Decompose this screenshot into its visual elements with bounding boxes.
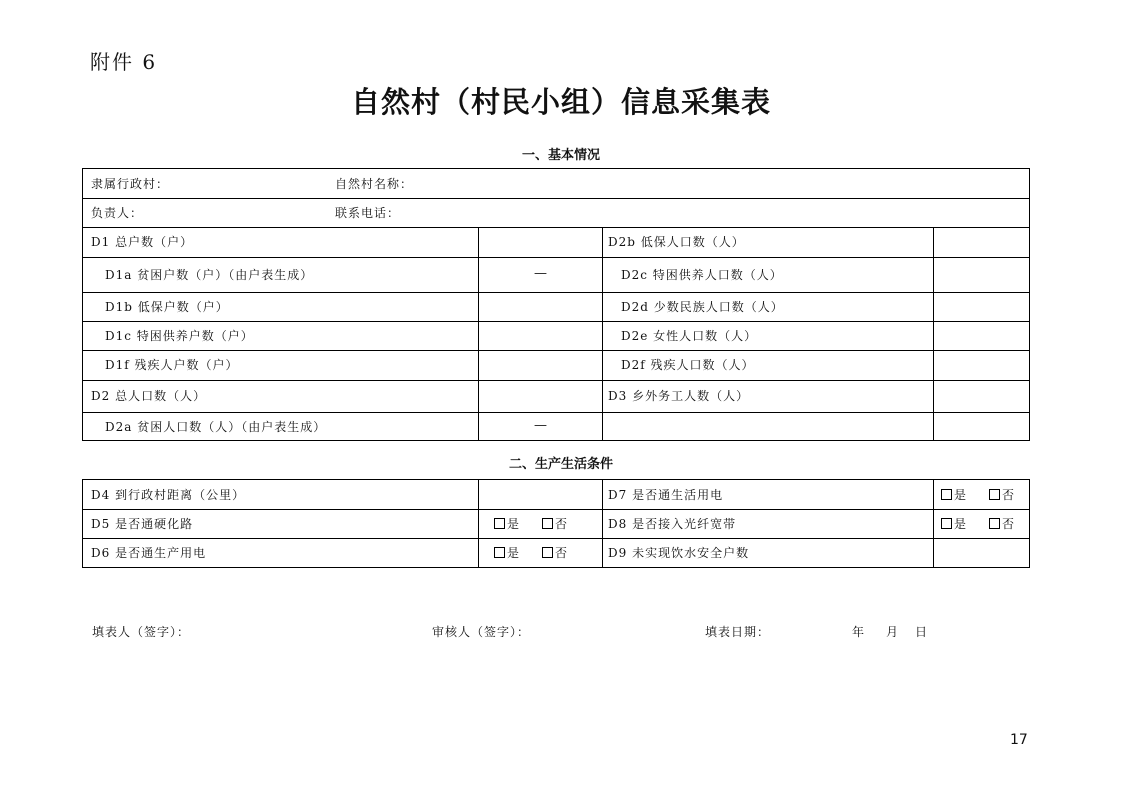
d5-no-option[interactable] bbox=[542, 517, 568, 531]
d7-yes-option[interactable] bbox=[941, 488, 967, 502]
conditions-table bbox=[82, 479, 1030, 568]
d2f-label: D2f 残疾人口数（人） bbox=[621, 358, 755, 372]
d6-label: D6 是否通生产用电 bbox=[91, 546, 207, 560]
yes-label: 是 bbox=[507, 517, 521, 531]
no-label: 否 bbox=[555, 546, 569, 560]
checkbox-icon[interactable] bbox=[494, 547, 505, 558]
d8-yes-option[interactable] bbox=[941, 517, 967, 531]
month-label: 月 bbox=[886, 625, 900, 639]
d7-no-option[interactable] bbox=[989, 488, 1015, 502]
no-label: 否 bbox=[1002, 488, 1016, 502]
basic-info-table bbox=[82, 168, 1030, 441]
d8-options bbox=[941, 517, 1015, 531]
d2c-label: D2c 特困供养人口数（人） bbox=[621, 268, 783, 282]
d2d-label: D2d 少数民族人口数（人） bbox=[621, 300, 784, 314]
d6-no-option[interactable] bbox=[542, 546, 568, 560]
reviewer-signature-label: 审核人（签字）： bbox=[432, 625, 531, 639]
village-name-label: 自然村名称： bbox=[335, 177, 414, 191]
d9-label: D9 未实现饮水安全户数 bbox=[608, 546, 750, 560]
no-label: 否 bbox=[555, 517, 569, 531]
form-title: 自然村（村民小组）信息采集表 bbox=[350, 85, 771, 119]
checkbox-icon[interactable] bbox=[494, 518, 505, 529]
year-label: 年 bbox=[852, 625, 866, 639]
day-label: 日 bbox=[915, 625, 929, 639]
yes-label: 是 bbox=[954, 488, 968, 502]
attachment-label: 附件 6 bbox=[90, 50, 158, 74]
d2b-label: D2b 低保人口数（人） bbox=[608, 235, 745, 249]
checkbox-icon[interactable] bbox=[989, 489, 1000, 500]
no-label: 否 bbox=[1002, 517, 1016, 531]
head-label: 负责人： bbox=[91, 206, 144, 220]
filler-signature-label: 填表人（签字）： bbox=[92, 625, 191, 639]
d6-yes-option[interactable] bbox=[494, 546, 520, 560]
d4-label: D4 到行政村距离（公里） bbox=[91, 488, 246, 502]
checkbox-icon[interactable] bbox=[542, 547, 553, 558]
d5-label: D5 是否通硬化路 bbox=[91, 517, 194, 531]
d1c-label: D1c 特困供养户数（户） bbox=[105, 329, 254, 343]
yes-label: 是 bbox=[954, 517, 968, 531]
section-basic-title: 一、基本情况 bbox=[521, 148, 600, 163]
d1-label: D1 总户数（户） bbox=[91, 235, 194, 249]
d6-options bbox=[494, 546, 568, 560]
d1a-dash: — bbox=[534, 266, 547, 281]
d7-options bbox=[941, 488, 1015, 502]
checkbox-icon[interactable] bbox=[941, 518, 952, 529]
d7-label: D7 是否通生活用电 bbox=[608, 488, 724, 502]
page-number: 17 bbox=[1010, 732, 1028, 748]
phone-label: 联系电话： bbox=[335, 206, 401, 220]
checkbox-icon[interactable] bbox=[542, 518, 553, 529]
d8-no-option[interactable] bbox=[989, 517, 1015, 531]
d2-label: D2 总人口数（人） bbox=[91, 389, 207, 403]
d1b-label: D1b 低保户数（户） bbox=[105, 300, 229, 314]
d5-options bbox=[494, 517, 568, 531]
admin-village-label: 隶属行政村： bbox=[91, 177, 170, 191]
section-conditions-title: 二、生产生活条件 bbox=[508, 457, 613, 472]
d8-label: D8 是否接入光纤宽带 bbox=[608, 517, 737, 531]
d5-yes-option[interactable] bbox=[494, 517, 520, 531]
d2a-label: D2a 贫困人口数（人）（由户表生成） bbox=[105, 420, 327, 434]
yes-label: 是 bbox=[507, 546, 521, 560]
fill-date-label: 填表日期： bbox=[705, 625, 771, 639]
d2a-dash: — bbox=[534, 418, 547, 433]
checkbox-icon[interactable] bbox=[941, 489, 952, 500]
d3-label: D3 乡外务工人数（人） bbox=[608, 389, 750, 403]
d2e-label: D2e 女性人口数（人） bbox=[621, 329, 758, 343]
d1f-label: D1f 残疾人户数（户） bbox=[105, 358, 239, 372]
checkbox-icon[interactable] bbox=[989, 518, 1000, 529]
d1a-label: D1a 贫困户数（户）（由户表生成） bbox=[105, 268, 314, 282]
